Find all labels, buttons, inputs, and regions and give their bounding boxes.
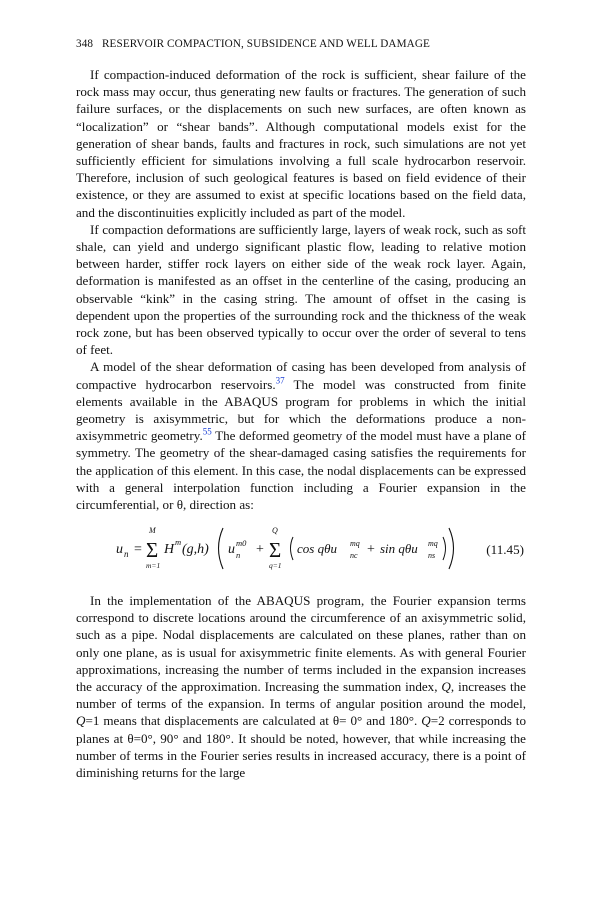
paragraph-4-text-a: In the implementation of the ABAQUS program, the Fourier expansion terms correspond to discrete locations around the circumference of an axisymmetric solid, such as a pipe. Nodal displacements are calculated on these planes, rather than on only one plane, as is usual for axisymmetric finite elements. As with general Fourier approximations, increasing the number of terms included in the expansion increases the accuracy of the approximation. Increasing the summation index, xyxy=(76,593,526,695)
eq-paren-left xyxy=(291,537,294,560)
eq-plus: + xyxy=(256,542,264,557)
page-number: 348 xyxy=(76,38,94,50)
eq-H-sup: m xyxy=(175,537,182,547)
eq-u0-sup: m0 xyxy=(236,538,247,548)
paragraph-4-text-c: =1 means that displacements are calculated at θ= 0° and 180°. xyxy=(85,713,422,729)
paragraph-3-text-a: A model of the shear deformation of casing has been developed from analysis of compactive hydrocarbon reservoirs. xyxy=(76,359,526,392)
eq-sum2-top: Q xyxy=(272,526,278,535)
eq-sum2-bottom: q=1 xyxy=(269,561,282,570)
eq-big-paren-left xyxy=(219,528,224,569)
eq-plus-2: + xyxy=(367,542,375,557)
eq-cos-term: cos qθu xyxy=(297,541,337,556)
eq-sum1-top: M xyxy=(149,526,156,535)
equation-formula xyxy=(116,520,456,576)
paragraph-2: If compaction deformations are sufficiently large, layers of weak rock, such as soft shale, can yield and undergo significant plastic flow, leading to relative motion between harder, stiffer rock layers on either side of the weak rock layer. Again, deformation is manifested as an offset in the centerline of the casing, producing an observable “kink” in the casing string. The amount of offset in the casing is dependent upon the properties of the surrounding rock and the thickness of the weak rock zone, but has been observed typically to occur over the order of several to tens of feet. xyxy=(76,221,526,358)
eq-sum1-sigma: Σ xyxy=(146,538,159,562)
eq-big-paren-right xyxy=(449,528,454,569)
eq-sum2-sigma: Σ xyxy=(269,538,282,562)
eq-u0: u xyxy=(228,542,235,557)
running-title: RESERVOIR COMPACTION, SUBSIDENCE AND WELL DAMAGE xyxy=(102,38,430,50)
eq-paren-right xyxy=(443,537,446,560)
reference-37[interactable]: 37 xyxy=(275,375,285,386)
reference-55[interactable]: 55 xyxy=(202,426,212,437)
eq-u0-sub: n xyxy=(236,550,241,560)
eq-equals: = xyxy=(134,542,142,557)
equation-number: (11.45) xyxy=(486,542,524,557)
eq-lhs: u xyxy=(116,542,123,557)
eq-sum1-bottom: m=1 xyxy=(146,561,161,570)
eq-args: (g,h) xyxy=(182,542,209,557)
body-text-lower xyxy=(76,592,526,781)
eq-cos-sub: nc xyxy=(350,551,358,560)
equation-11-45 xyxy=(76,520,526,576)
paragraph-3 xyxy=(76,358,526,513)
paragraph-4-text-d: =2 corresponds to planes at θ=0°, 90° and 180°. It should be noted, however, that while increasing the number of terms in the Fourier series results in increased accuracy, there is a point of diminishing returns for the large xyxy=(76,713,526,781)
eq-sin-sub: ns xyxy=(428,551,436,560)
eq-cos-sup: mq xyxy=(350,539,360,548)
symbol-Q: Q xyxy=(421,713,431,729)
running-header xyxy=(76,38,430,50)
symbol-Q: Q xyxy=(76,713,86,729)
body-text-upper xyxy=(76,66,526,513)
symbol-Q: Q xyxy=(441,679,451,695)
paragraph-4 xyxy=(76,592,526,781)
eq-sin-term: sin qθu xyxy=(380,541,418,556)
eq-H: H xyxy=(164,542,175,557)
paragraph-3-text-b: The model was constructed from finite elements available in the ABAQUS program for problems in which the initial geometry is axisymmetric, but for which the deformations produce a non-axisymmetric geometry. xyxy=(76,376,526,444)
eq-lhs-sub: n xyxy=(124,549,129,559)
eq-sin-sup: mq xyxy=(428,539,438,548)
paragraph-1: If compaction-induced deformation of the rock is sufficient, shear failure of the rock mass may occur, thus generating new faults or fractures. The generation of such failure surfaces, or the displacements on such new surfaces, are often known as “localization” or “shear bands”. Although computational models exist for the generation of shear bands, faults and fractures in rock, such simulations are not yet sufficiently efficient for simulations involving a full scale hydrocarbon reservoir. Therefore, inclusion of such geological features is based on field evidence of their existence, or they are assumed to exist at specific locations based on the field data, and the discontinuities explicitly included as part of the model. xyxy=(76,67,526,220)
paragraph-3-text-c: The deformed geometry of the model must have a plane of symmetry. The geometry of the shear-damaged casing satisfies the requirements for the application of this element. In this case, the nodal displacements can be expressed with a general interpolation function including a Fourier expansion in the circumferential, or θ, direction as: xyxy=(76,428,526,513)
paragraph-4-text-b: , increases the number of terms of the expansion. In terms of angular position around the model, xyxy=(76,679,526,712)
